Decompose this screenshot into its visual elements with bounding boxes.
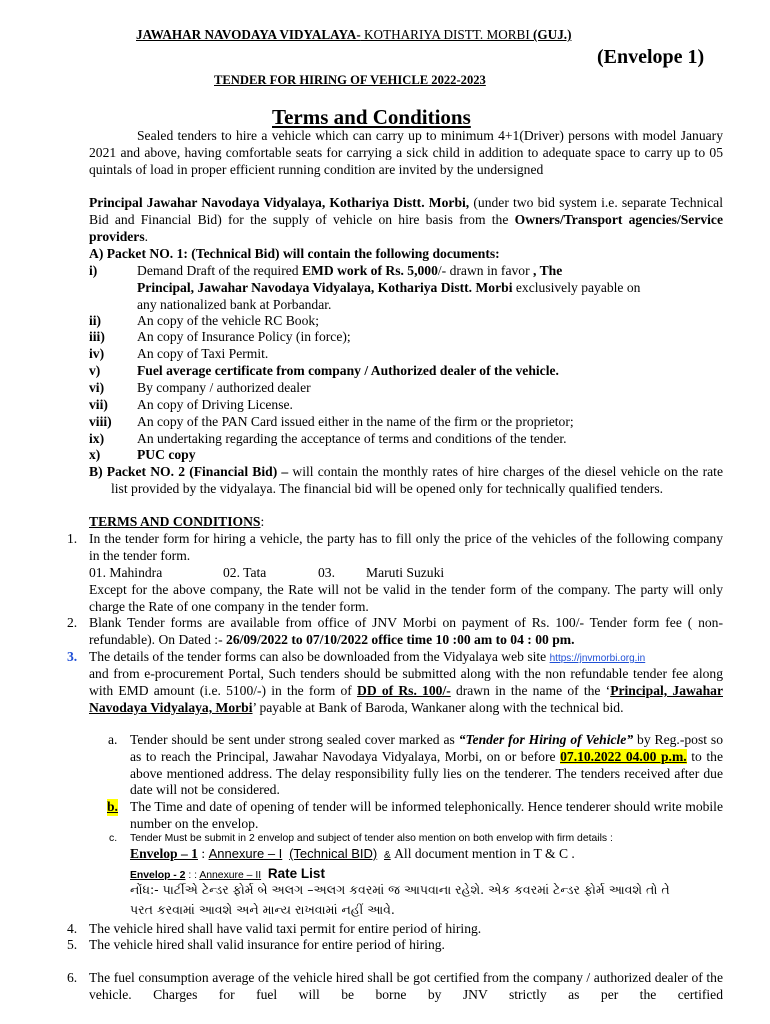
school-header [136, 27, 571, 44]
item-label: i) [89, 263, 98, 278]
term-3c-label: c. [109, 833, 118, 844]
page-title: Terms and Conditions [272, 105, 471, 129]
tender-title: TENDER FOR HIRING OF VEHICLE 2022-2023 [214, 73, 486, 87]
term-1-text-2: Except for the above company, the Rate will not be valid in the tender form of the company. The party will only charge the Rate of one company in the tender form. [89, 582, 723, 614]
term-4-text: The vehicle hired shall have valid taxi permit for entire period of hiring. [89, 921, 482, 936]
term-2-text: Blank Tender forms are available from office of JNV Morbi on payment of Rs. 100/- Tender form fee ( non-refundable). On Dated :- 26/09/2022 to 07/10/2022 office time 10 :00 am to 04 : 00 pm. [89, 615, 723, 647]
term-3a-label: a. [108, 732, 118, 747]
term-6-number: 6. [67, 970, 78, 985]
company-3: Maruti Suzuki [366, 565, 445, 580]
envelope-label: (Envelope 1) [597, 46, 705, 68]
term-3b-text: The Time and date of opening of tender will be informed telephonically. Hence tenderer should write mobile number on the envelop. [130, 799, 723, 831]
intro-paragraph-2 [89, 195, 723, 245]
deadline-date: 07.10.2022 04.00 p.m. [560, 748, 687, 764]
term-3-number: 3. [67, 649, 78, 664]
gujarati-note-line-2: પરત કરવામાં આવશે અને માન્ય રાખવામાં નહીં આવે. [130, 902, 395, 917]
packet-a-item-1 [89, 263, 729, 313]
term-3a-text: Tender should be sent under strong sealed cover marked as “Tender for Hiring of Vehicle” by Reg.-post so as to reach the Principal, Jawahar Navodaya Vidyalaya, Morbi, on or before 07.10.2022 04.00 p.m. to the above mentioned address. The delay responsibility fully lies on the tenderer. The tenders received after due date will not be considered. [130, 732, 723, 798]
company-2: 02. Tata [223, 565, 267, 580]
intro-principal: Principal Jawahar Navodaya Vidyalaya, Kothariya Distt. Morbi, [89, 195, 470, 210]
item-text: Demand Draft of the required EMD work of Rs. 5,000/- drawn in favor , The Principal, Jawahar Navodaya Vidyalaya, Kothariya Distt. Morbi exclusively payable on any nationalized bank at Porbandar. [137, 263, 641, 312]
tender-document: JAWAHAR NAVODAYA VIDYALAYA- KOTHARIYA DISTT. MORBI (GUJ.) (Envelope 1) TENDER FOR HIRING OF VEHICLE 2022-2023 Terms and Conditions Sealed tenders to hire a vehicle which can carry up to minimum 4+1(Driver) persons with model January 2021 and above, having comfortable seats for carrying a sick child in addition to adequate space to carry up to 05 quintals of load in proper efficient running condition are invited by the undersigned Principal Jawahar Navodaya Vidyalaya, Kothariya Distt. Morbi, (under two bid system i.e. separate Technical Bid and Financial Bid) for the supply of vehicle on hire basis from the Owners/Transport agencies/Service providers. A) Packet NO. 1: (Technical Bid) will contain the following documents: i) Demand Draft of the required EMD work of Rs. 5,000/- drawn in favor , The Principal, Jawahar Navodaya Vidyalaya, Kothariya Distt. Morbi exclusively payable on any nationalized bank at Porbandar. ii) An copy of the vehicle RC Book; iii) An copy of Insurance Policy (in force); iv) An copy of Taxi Permit. v) Fuel average certificate from company / Authorized dealer of the vehicle. vi) By company / authorized dealer vii) An copy of Driving License. viii) An copy of the PAN Card issued either in the name of the firm or the proprietor; ix) An undertaking regarding the acceptance of terms and conditions of the tender. x) PUC copy B) Packet NO. 2 (Financial Bid) – will contain the monthly rates of hire charges of the diesel vehicle on the rate list provided by the vidyalaya. The financial bid will be opened only for technically qualified tenders. TERMS AND CONDITIONS: 1. In the tender form for hiring a vehicle, the party has to fill only the price of the vehicles of the following company in the tender form. 01. Mahindra 02. Tata 03. Maruti Suzuki Except for the above company, the Rate will not be valid in the tender form of the company. The party will only charge the Rate of one company in the tender form. 2. Blank Tender forms are available from office of JNV Morbi on payment of Rs. 100/- Tender form fee ( non-refundable). On Dated :- 26/09/2022 to 07/10/2022 office time 10 :00 am to 04 : 00 pm. 3. The details of the tender forms can also be downloaded from the Vidyalaya web site https://jnvmorbi.org.in and from e-procurement Portal, Such tenders should be submitted along with the non refundable tender fee along with EMD amount (i.e. 5100/-) in the form of DD of Rs. 100/- drawn in the name of the ‘Principal, Jawahar Navodaya Vidyalaya, Morbi’ payable at Bank of Baroda, Wankaner along with the technical bid. a. Tender should be sent under strong sealed cover marked as “Tender for Hiring of Vehicle” by Reg.-post so as to reach the Principal, Jawahar Navodaya Vidyalaya, Morbi, on or before 07.10.2022 04.00 p.m. to the above mentioned address. The delay responsibility fully lies on the tenderer. The tenders received after due date will not be considered. b. The Time and date of opening of tender will be informed telephonically. Hence tenderer should write mobile number on the envelop. c. Tender Must be submit in 2 envelop and subject of tender also mention on both envelop with firm details : Envelop – 1 : Annexure – I (Technical BID) & All document mention in T & C . Envelop - 2 : : Annexure – II Rate List નોંધ:- પાર્ટીએ ટેન્ડર ફોર્મ બે અલગ –અલગ કવરમાં જ આપવાના રહેશે. એક કવરમાં ટેન્ડર ફોર્મ આવશે તો તે પરત કરવામાં આવશે અને માન્ય રાખવામાં નહીં આવે. 4. The vehicle hired shall have valid taxi permit for entire period of hiring. 5. The vehicle hired shall valid insurance for entire period of hiring. 6. The fuel consumption average of the vehicle hired shall be got certified from the company / authorized dealer of the vehicle. Charges for fuel will be borne by JNV strictly as per the certified [0, 0, 770, 1024]
term-3-line-1: The details of the tender forms can also be downloaded from the Vidyalaya web site https://jnvmorbi.org.in [89, 649, 646, 664]
term-5-text: The vehicle hired shall valid insurance for entire period of hiring. [89, 937, 445, 952]
company-3-num: 03. [318, 565, 335, 580]
term-3-text: and from e-procurement Portal, Such tenders should be submitted along with the non refundable tender fee along with EMD amount (i.e. 5100/-) in the form of DD of Rs. 100/- drawn in the name of the ‘Principal, Jawahar Navodaya Vidyalaya, Morbi’ payable at Bank of Baroda, Wankaner along with the technical bid. [89, 666, 723, 715]
packet-b-title: B) Packet NO. 2 (Financial Bid) – [89, 464, 289, 479]
gujarati-note-line-1: નોંધ:- પાર્ટીએ ટેન્ડર ફોર્મ બે અલગ –અલગ કવરમાં જ આપવાના રહેશે. એક કવરમાં ટેન્ડર ફોર્મ આવશે તો તે [130, 882, 670, 897]
envelope-2-line: Envelop - 2 : : Annexure – II Rate List [130, 866, 325, 881]
packet-b-text: will contain the monthly rates of hire charges of the diesel vehicle on the rate list provided by the vidyalaya. The financial bid will be opened only for technically qualified tenders. [111, 464, 723, 496]
company-1: 01. Mahindra [89, 565, 163, 580]
term-4-number: 4. [67, 921, 78, 936]
envelope-1-line: Envelop – 1 : Annexure – I (Technical BID) & All document mention in T & C . [130, 846, 575, 861]
intro-owners: Owners/Transport agencies/Service providers [89, 211, 723, 244]
packet-a-title: A) Packet NO. 1: (Technical Bid) will contain the following documents: [89, 246, 500, 261]
website-link[interactable]: https://jnvmorbi.org.in [549, 653, 646, 664]
school-state: (GUJ.) [533, 27, 572, 42]
term-5-number: 5. [67, 937, 78, 952]
terms-heading: TERMS AND CONDITIONS: [89, 514, 265, 529]
term-3b-label: b. [107, 799, 118, 814]
school-place: KOTHARIYA DISTT. MORBI [360, 27, 534, 42]
term-1-text: In the tender form for hiring a vehicle, the party has to fill only the price of the vehicles of the following company in the tender form. [89, 531, 723, 563]
intro-paragraph [89, 128, 723, 178]
intro-mid: (under two bid system i.e. separate Technical Bid and Financial Bid) for the supply of vehicle on hire basis from the [89, 195, 723, 227]
company-list [89, 565, 723, 582]
intro-text: Sealed tenders to hire a vehicle which can carry up to minimum 4+1(Driver) persons with model January 2021 and above, having comfortable seats for carrying a sick child in addition to adequate space to carry up to 05 quintals of load in proper efficient running condition are invited by the undersigned [89, 128, 723, 177]
intro-end: . [144, 228, 149, 244]
school-name: JAWAHAR NAVODAYA VIDYALAYA- [136, 27, 361, 42]
term-3c-text: Tender Must be submit in 2 envelop and subject of tender also mention on both envelop with firm details : [130, 833, 613, 844]
term-6-text: The fuel consumption average of the vehicle hired shall be got certified from the company / authorized dealer of the vehicle. Charges for fuel will be borne by JNV strictly as per the certified [89, 970, 723, 1002]
packet-b [89, 464, 723, 498]
term-2-number: 2. [67, 615, 78, 630]
term-1-number: 1. [67, 531, 78, 546]
